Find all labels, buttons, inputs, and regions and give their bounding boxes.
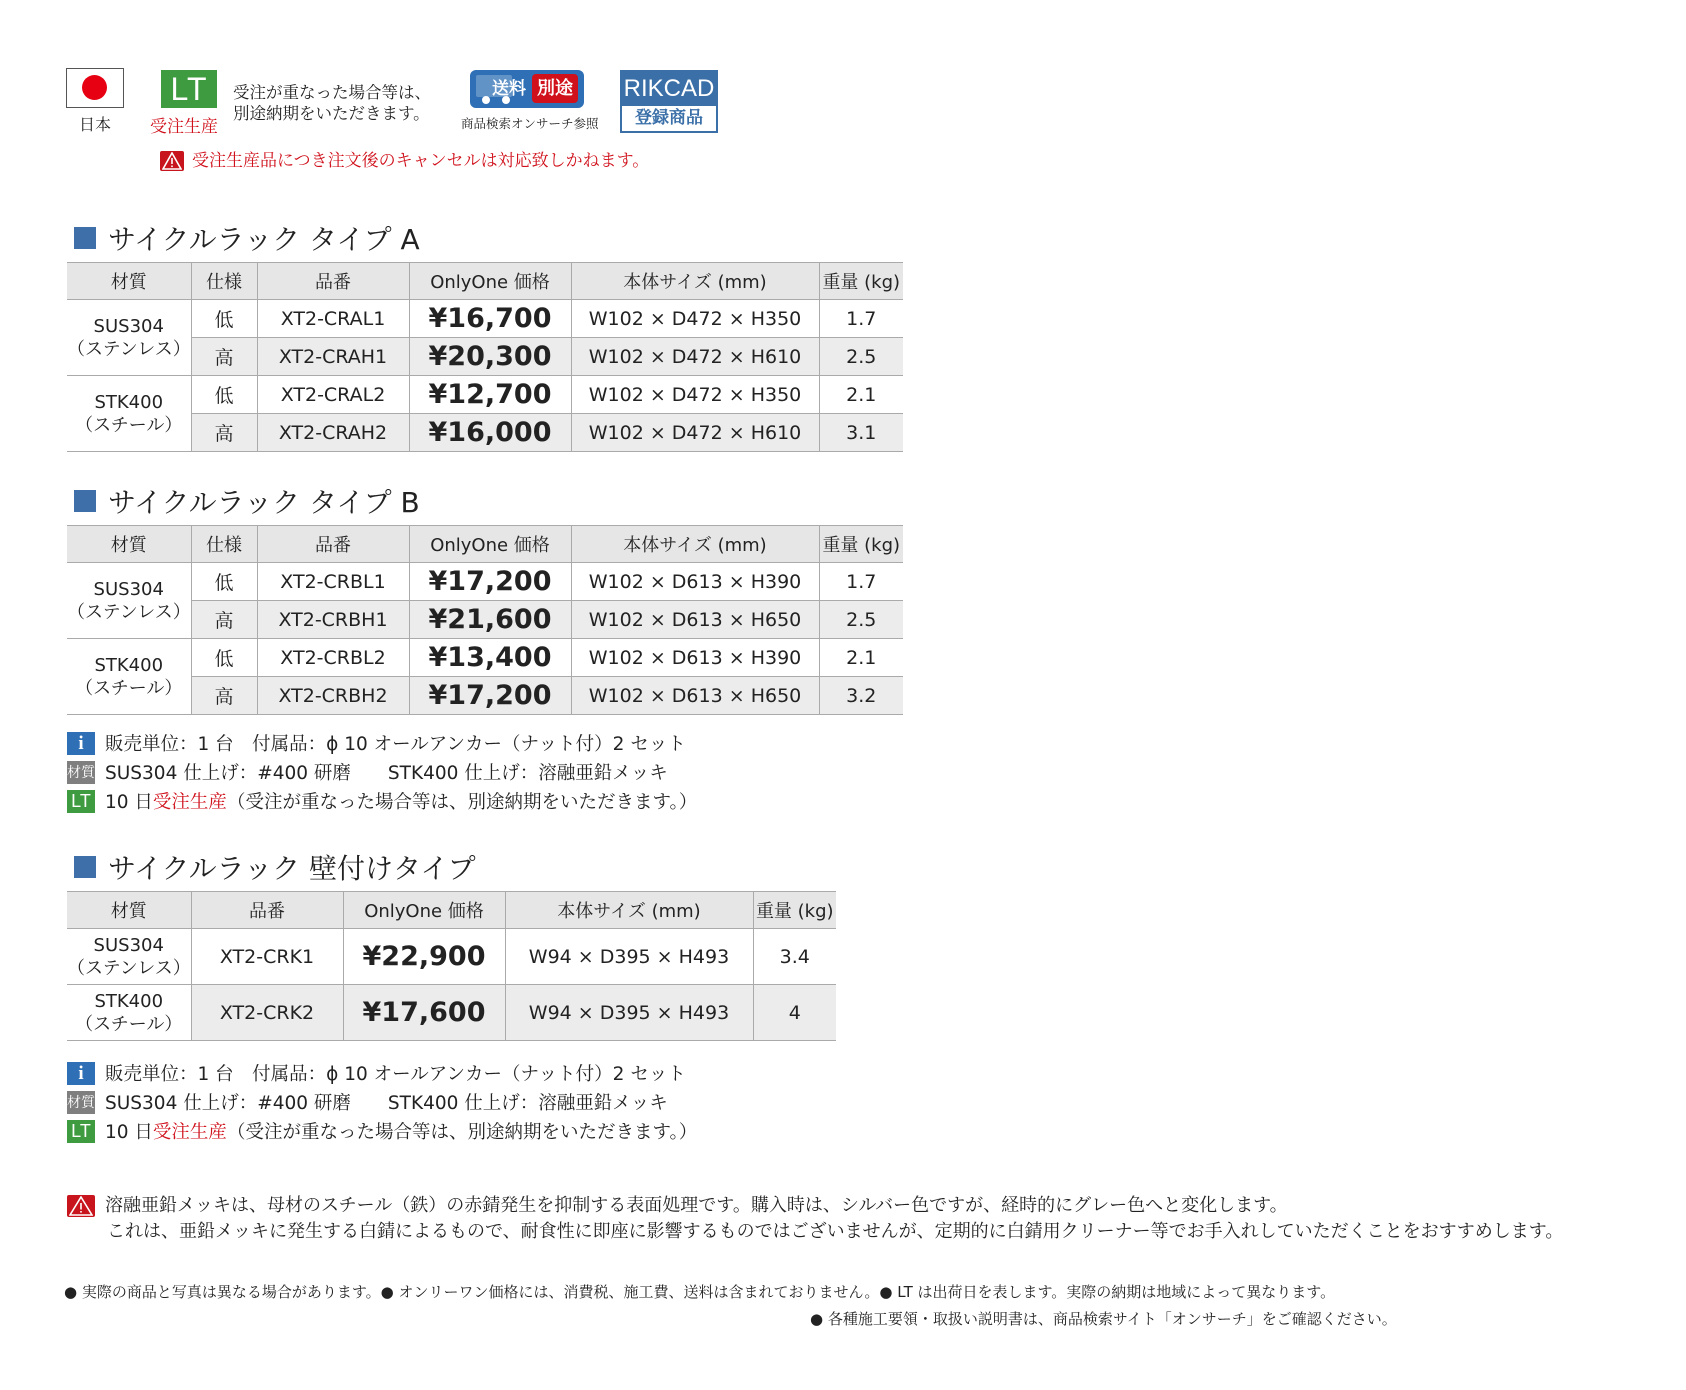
col-material: 材質	[67, 263, 191, 300]
table-header-row	[67, 263, 903, 300]
lt-desc-line1: 受注が重なった場合等は、	[233, 83, 431, 102]
spec-cell: 高	[191, 677, 257, 715]
table-row	[67, 639, 903, 677]
size-cell: W102 × D472 × H610	[571, 414, 819, 452]
shipping-label-a: 送料	[492, 79, 526, 99]
price-cell: ¥16,700	[409, 300, 571, 338]
part-no-cell: XT2-CRBH1	[257, 601, 409, 639]
weight-cell: 4	[753, 985, 836, 1041]
shipping-label-b: 別途	[532, 74, 578, 103]
square-bullet-icon	[74, 856, 96, 878]
footer-disclaimer: ● 実際の商品と写真は異なる場合があります。● オンリーワン価格には、消費税、施工費、送料は含まれておりません。● LT は出荷日を表します。実際の納期は地域によって異なります。	[64, 1283, 1336, 1301]
square-bullet-icon	[74, 227, 96, 249]
note-lt-word: 受注生産	[152, 792, 227, 813]
section-title-type-b	[74, 481, 420, 521]
table-row	[67, 929, 836, 985]
size-cell: W102 × D472 × H610	[571, 338, 819, 376]
col-part-no: 品番	[257, 263, 409, 300]
cancel-notice	[160, 146, 649, 171]
part-no-cell: XT2-CRK2	[191, 985, 343, 1041]
spec-cell: 低	[191, 563, 257, 601]
lt-description	[233, 82, 431, 124]
spec-cell: 高	[191, 338, 257, 376]
part-no-cell: XT2-CRBH2	[257, 677, 409, 715]
col-size: 本体サイズ (mm)	[505, 892, 753, 929]
col-price: OnlyOne 価格	[343, 892, 505, 929]
price-cell: ¥20,300	[409, 338, 571, 376]
rikcad-badge	[620, 70, 718, 133]
note-lt-word: 受注生産	[152, 1122, 227, 1143]
table-row	[67, 677, 903, 715]
type-b-table	[67, 525, 903, 715]
section-title-wall-type	[74, 847, 476, 887]
footer-manual-note: ● 各種施工要領・取扱い説明書は、商品検索サイト「オンサーチ」をご確認ください。	[810, 1310, 1397, 1328]
weight-cell: 3.1	[819, 414, 903, 452]
material-cell: STK400 （スチール）	[67, 639, 191, 715]
wall-type-table	[67, 891, 836, 1041]
rikcad-title: RIKCAD	[622, 72, 716, 106]
material-cell: SUS304 （ステンレス）	[67, 300, 191, 376]
material-cell: STK400 （スチール）	[67, 985, 191, 1041]
galvanizing-warning	[67, 1193, 1563, 1245]
col-weight: 重量 (kg)	[819, 263, 903, 300]
part-no-cell: XT2-CRK1	[191, 929, 343, 985]
spec-cell: 高	[191, 414, 257, 452]
table-header-row	[67, 892, 836, 929]
weight-cell: 3.2	[819, 677, 903, 715]
weight-cell: 2.1	[819, 639, 903, 677]
lt-icon: LT	[67, 790, 95, 813]
table-header-row	[67, 526, 903, 563]
shipping-badge	[470, 70, 584, 108]
part-no-cell: XT2-CRAH1	[257, 338, 409, 376]
japan-flag-icon	[66, 68, 124, 108]
warning-line2: これは、亜鉛メッキに発生する白錆によるもので、耐食性に即座に影響するものではございませんが、定期的に白錆用クリーナー等でお手入れしていただくことをおすすめします。	[107, 1221, 1564, 1242]
type-b-title-text: サイクルラック タイプ B	[108, 486, 420, 519]
col-material: 材質	[67, 526, 191, 563]
spec-cell: 低	[191, 300, 257, 338]
weight-cell: 2.5	[819, 601, 903, 639]
part-no-cell: XT2-CRBL2	[257, 639, 409, 677]
col-price: OnlyOne 価格	[409, 263, 571, 300]
note-lead-time	[67, 1118, 697, 1144]
table-row	[67, 985, 836, 1041]
note-finish-text: SUS304 仕上げ：#400 研磨 STK400 仕上げ：溶融亜鉛メッキ	[105, 1093, 668, 1114]
rikcad-subtitle: 登録商品	[635, 108, 703, 128]
note-finish-text: SUS304 仕上げ：#400 研磨 STK400 仕上げ：溶融亜鉛メッキ	[105, 763, 668, 784]
size-cell: W94 × D395 × H493	[505, 985, 753, 1041]
part-no-cell: XT2-CRBL1	[257, 563, 409, 601]
table-row	[67, 414, 903, 452]
table-row	[67, 601, 903, 639]
col-size: 本体サイズ (mm)	[571, 263, 819, 300]
origin-label: 日本	[78, 115, 111, 134]
col-price: OnlyOne 価格	[409, 526, 571, 563]
size-cell: W102 × D613 × H390	[571, 563, 819, 601]
table-row	[67, 563, 903, 601]
part-no-cell: XT2-CRAL1	[257, 300, 409, 338]
col-weight: 重量 (kg)	[753, 892, 836, 929]
cancel-notice-text: 受注生産品につき注文後のキャンセルは対応致しかねます。	[192, 151, 650, 171]
part-no-cell: XT2-CRAL2	[257, 376, 409, 414]
warning-icon	[160, 151, 184, 171]
warning-line1: 溶融亜鉛メッキは、母材のスチール（鉄）の赤錆発生を抑制する表面処理です。購入時は、シルバー色ですが、経時的にグレー色へと変化します。	[105, 1195, 1288, 1216]
size-cell: W102 × D613 × H390	[571, 639, 819, 677]
price-cell: ¥17,200	[409, 677, 571, 715]
lt-badge: LT	[161, 70, 217, 108]
price-cell: ¥21,600	[409, 601, 571, 639]
col-part-no: 品番	[191, 892, 343, 929]
price-cell: ¥17,600	[343, 985, 505, 1041]
size-cell: W102 × D472 × H350	[571, 300, 819, 338]
col-spec: 仕様	[191, 263, 257, 300]
note-finish	[67, 759, 668, 785]
lt-label: 受注生産	[150, 117, 218, 137]
col-spec: 仕様	[191, 526, 257, 563]
material-cell: STK400 （スチール）	[67, 376, 191, 452]
col-part-no: 品番	[257, 526, 409, 563]
type-a-table	[67, 262, 903, 452]
table-row	[67, 376, 903, 414]
price-cell: ¥17,200	[409, 563, 571, 601]
weight-cell: 1.7	[819, 563, 903, 601]
note-lt-days: 10 日	[105, 792, 153, 813]
shipping-caption: 商品検索オンサーチ参照	[461, 116, 599, 131]
note-sales-text: 販売単位：1 台 付属品：ϕ 10 オールアンカー（ナット付）2 セット	[105, 734, 686, 755]
table-row	[67, 338, 903, 376]
warning-icon	[67, 1195, 95, 1217]
price-cell: ¥12,700	[409, 376, 571, 414]
note-lt-days: 10 日	[105, 1122, 153, 1143]
note-lt-rest: （受注が重なった場合等は、別途納期をいただきます。）	[226, 1122, 698, 1143]
size-cell: W94 × D395 × H493	[505, 929, 753, 985]
spec-cell: 低	[191, 639, 257, 677]
material-icon: 材質	[67, 1091, 95, 1114]
section-title-type-a	[74, 218, 420, 258]
weight-cell: 3.4	[753, 929, 836, 985]
weight-cell: 2.1	[819, 376, 903, 414]
note-sales-text: 販売単位：1 台 付属品：ϕ 10 オールアンカー（ナット付）2 セット	[105, 1064, 686, 1085]
square-bullet-icon	[74, 490, 96, 512]
wall-title-text: サイクルラック 壁付けタイプ	[108, 852, 476, 885]
note-lead-time	[67, 788, 697, 814]
lt-desc-line2: 別途納期をいただきます。	[233, 104, 430, 123]
size-cell: W102 × D613 × H650	[571, 601, 819, 639]
price-cell: ¥22,900	[343, 929, 505, 985]
note-sales-unit	[67, 1060, 686, 1086]
note-sales-unit	[67, 730, 686, 756]
note-lt-rest: （受注が重なった場合等は、別途納期をいただきます。）	[226, 792, 698, 813]
note-finish	[67, 1089, 668, 1115]
type-a-title-text: サイクルラック タイプ A	[108, 223, 420, 256]
weight-cell: 1.7	[819, 300, 903, 338]
price-cell: ¥16,000	[409, 414, 571, 452]
col-weight: 重量 (kg)	[819, 526, 903, 563]
material-icon: 材質	[67, 761, 95, 784]
size-cell: W102 × D472 × H350	[571, 376, 819, 414]
material-cell: SUS304 （ステンレス）	[67, 929, 191, 985]
weight-cell: 2.5	[819, 338, 903, 376]
price-cell: ¥13,400	[409, 639, 571, 677]
info-icon: i	[67, 1062, 95, 1085]
col-material: 材質	[67, 892, 191, 929]
table-row	[67, 300, 903, 338]
info-icon: i	[67, 732, 95, 755]
spec-cell: 高	[191, 601, 257, 639]
spec-cell: 低	[191, 376, 257, 414]
size-cell: W102 × D613 × H650	[571, 677, 819, 715]
part-no-cell: XT2-CRAH2	[257, 414, 409, 452]
col-size: 本体サイズ (mm)	[571, 526, 819, 563]
material-cell: SUS304 （ステンレス）	[67, 563, 191, 639]
lt-icon: LT	[67, 1120, 95, 1143]
